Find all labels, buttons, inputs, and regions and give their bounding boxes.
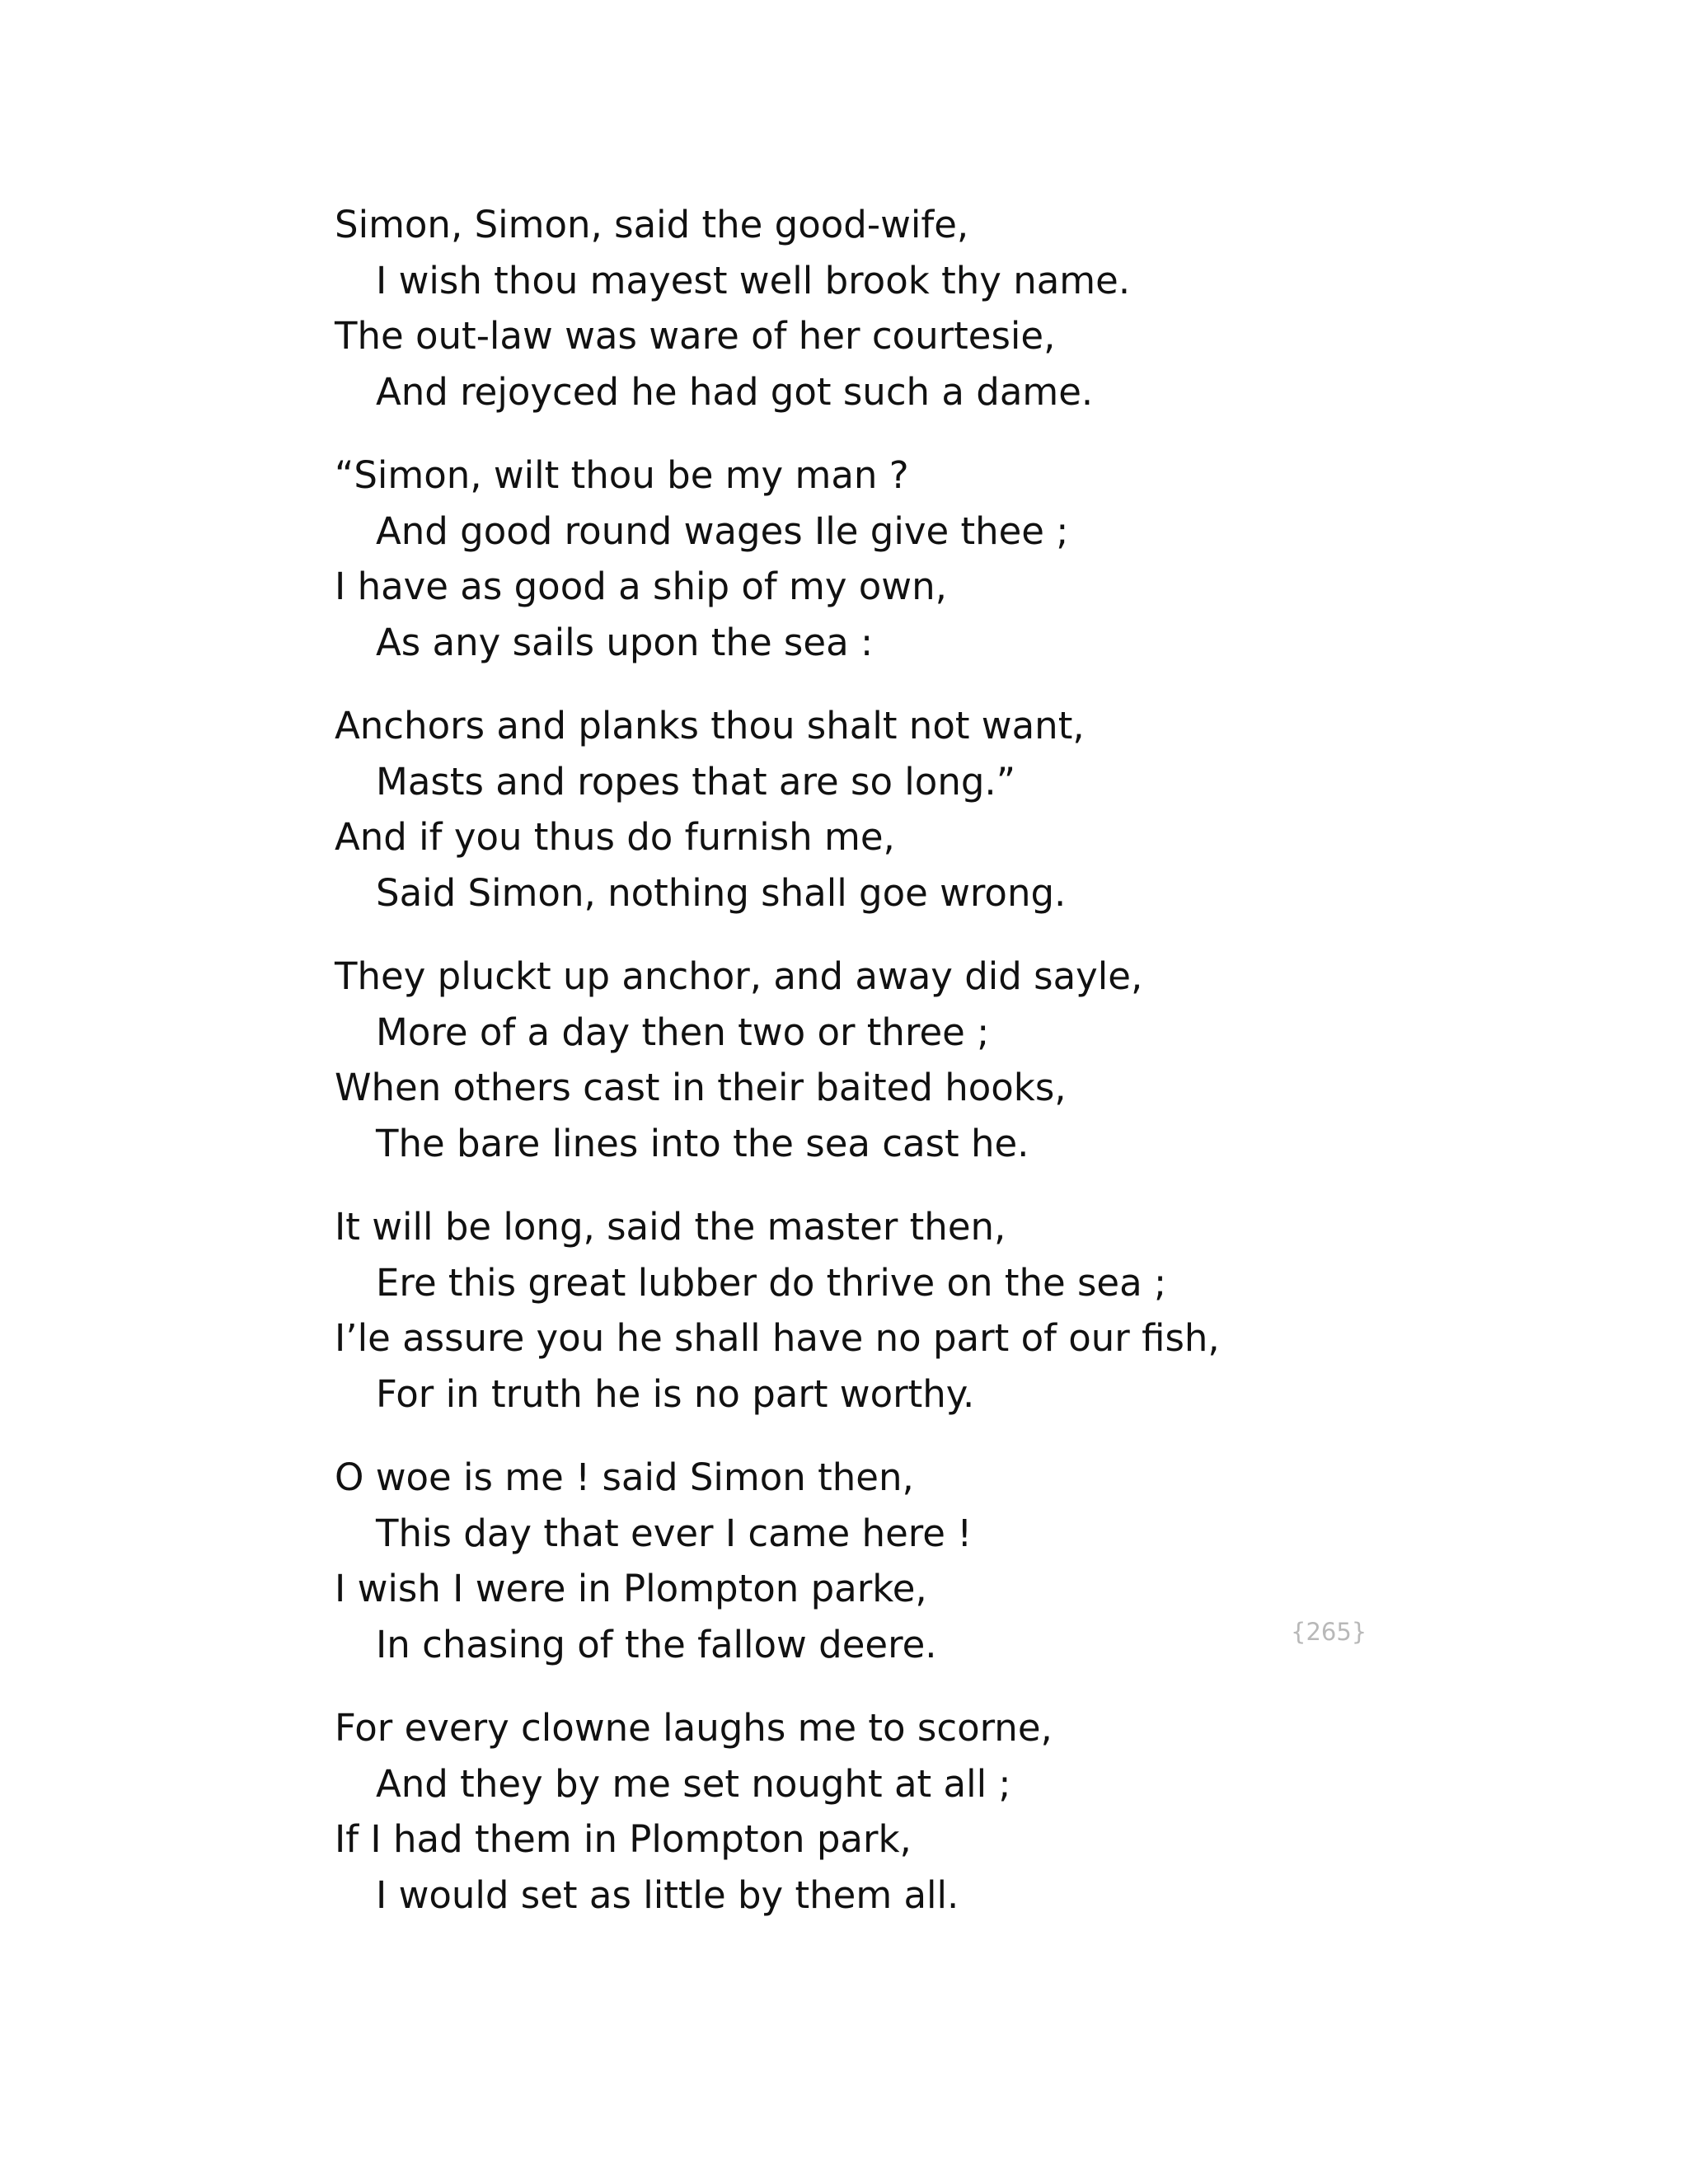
verse-line: And good round wages Ile give thee ; bbox=[376, 509, 1069, 553]
verse-line: I’le assure you he shall have no part of our fish, bbox=[335, 1316, 1220, 1360]
verse-line: I wish I were in Plompton parke, bbox=[335, 1567, 927, 1610]
verse-line: Anchors and planks thou shalt not want, bbox=[335, 704, 1085, 748]
verse-line: Said Simon, nothing shall goe wrong. bbox=[376, 870, 1067, 915]
verse-line: Masts and ropes that are so long.” bbox=[376, 759, 1016, 804]
verse-line: And they by me set nought at all ; bbox=[376, 1761, 1011, 1806]
verse-line: Ere this great lubber do thrive on the sea ; bbox=[376, 1260, 1167, 1305]
verse-line: I have as good a ship of my own, bbox=[335, 565, 947, 608]
verse-line: And rejoyced he had got such a dame. bbox=[376, 369, 1094, 414]
verse-line: More of a day then two or three ; bbox=[376, 1010, 990, 1054]
stanza bbox=[335, 1450, 1406, 1672]
verse-line: The out-law was ware of her courtesie, bbox=[335, 314, 1056, 358]
verse-line: “Simon, wilt thou be my man ? bbox=[335, 453, 909, 497]
verse-line: If I had them in Plompton park, bbox=[335, 1817, 912, 1861]
verse-line: This day that ever I came here ! bbox=[376, 1511, 973, 1555]
verse-line: I wish thou mayest well brook thy name. bbox=[376, 258, 1131, 302]
verse-line: For every clowne laughs me to scorne, bbox=[335, 1706, 1053, 1750]
verse-line: As any sails upon the sea : bbox=[376, 620, 874, 664]
page-number: {265} bbox=[1291, 1618, 1367, 1646]
verse-line: The bare lines into the sea cast he. bbox=[376, 1121, 1029, 1165]
verse-line: When others cast in their baited hooks, bbox=[335, 1066, 1067, 1109]
verse-line: They pluckt up anchor, and away did sayle, bbox=[335, 954, 1143, 998]
stanza bbox=[335, 197, 1406, 419]
verse-line: Simon, Simon, said the good-wife, bbox=[335, 203, 969, 246]
stanza bbox=[335, 1199, 1406, 1422]
stanza bbox=[335, 698, 1406, 921]
stanza bbox=[335, 448, 1406, 670]
stanza bbox=[335, 949, 1406, 1171]
stanza bbox=[335, 1700, 1406, 1923]
verse-line: And if you thus do furnish me, bbox=[335, 815, 895, 859]
verse-line: O woe is me ! said Simon then, bbox=[335, 1455, 914, 1499]
verse-line: For in truth he is no part worthy. bbox=[376, 1371, 975, 1416]
poem bbox=[335, 197, 1406, 1951]
verse-line: I would set as little by them all. bbox=[376, 1872, 959, 1917]
verse-line: It will be long, said the master then, bbox=[335, 1205, 1006, 1249]
verse-line: In chasing of the fallow deere. bbox=[376, 1622, 937, 1666]
